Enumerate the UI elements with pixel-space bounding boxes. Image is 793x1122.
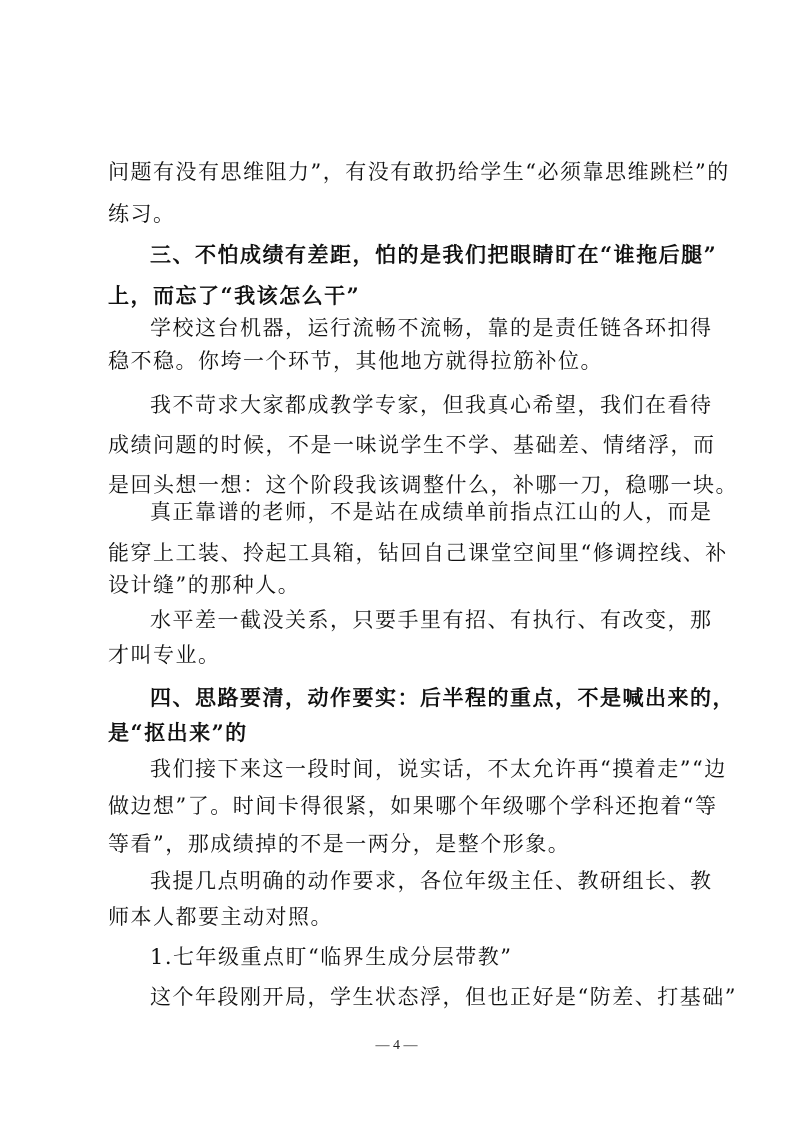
body-text-line: 我们接下来这一段时间，说实话，不太允许再“摸着走”“边 — [150, 757, 727, 781]
body-text-line: 我提几点明确的动作要求，各位年级主任、教研组长、教 — [150, 869, 713, 893]
body-text-line: 成绩问题的时候，不是一味说学生不学、基础差、情绪浮，而 — [108, 433, 716, 457]
body-text-line: 才叫专业。 — [108, 643, 221, 667]
body-text-line: 这个年段刚开局，学生状态浮，但也正好是“防差、打基础” — [150, 985, 737, 1009]
section-heading-3-line: 上，而忘了“我该怎么干” — [108, 283, 361, 308]
body-text-line: 问题有没有思维阻力”，有没有敢扔给学生“必须靠思维跳栏”的 — [108, 160, 730, 184]
body-text-line: 学校这台机器，运行流畅不流畅，靠的是责任链各环扣得 — [150, 316, 713, 340]
body-text-line: 师本人都要主动对照。 — [108, 905, 333, 929]
section-heading-4-line: 是“抠出来”的 — [108, 720, 248, 745]
body-text-line: 稳不稳。你垮一个环节，其他地方就得拉筋补位。 — [108, 349, 603, 373]
body-text-line: 水平差一截没关系，只要手里有招、有执行、有改变，那 — [150, 608, 713, 632]
body-text-line: 等看”，那成绩掉的不是一两分，是整个形象。 — [108, 832, 571, 856]
body-text-line: 真正靠谱的老师，不是站在成绩单前指点江山的人，而是 — [150, 500, 713, 524]
subheading-line: 1.七年级重点盯“临界生成分层带教” — [150, 945, 513, 969]
body-text-line: 是回头想一想：这个阶段我该调整什么，补哪一刀，稳哪一块。 — [108, 473, 738, 497]
body-text-line: 练习。 — [108, 202, 176, 226]
section-heading-4-line: 四、思路要清，动作要实：后半程的重点，不是喊出来的， — [150, 685, 735, 710]
body-text-line: 能穿上工装、拎起工具箱，钻回自己课堂空间里“修调控线、补 — [108, 541, 728, 565]
body-text-line: 做边想”了。时间卡得很紧，如果哪个年级哪个学科还抱着“等 — [108, 794, 718, 818]
page-number: — 4 — — [375, 1038, 418, 1053]
body-text-line: 设计缝”的那种人。 — [108, 573, 301, 597]
section-heading-3-line: 三、不怕成绩有差距，怕的是我们把眼睛盯在“谁拖后腿” — [150, 242, 718, 267]
body-text-line: 我不苛求大家都成教学专家，但我真心希望，我们在看待 — [150, 393, 713, 417]
